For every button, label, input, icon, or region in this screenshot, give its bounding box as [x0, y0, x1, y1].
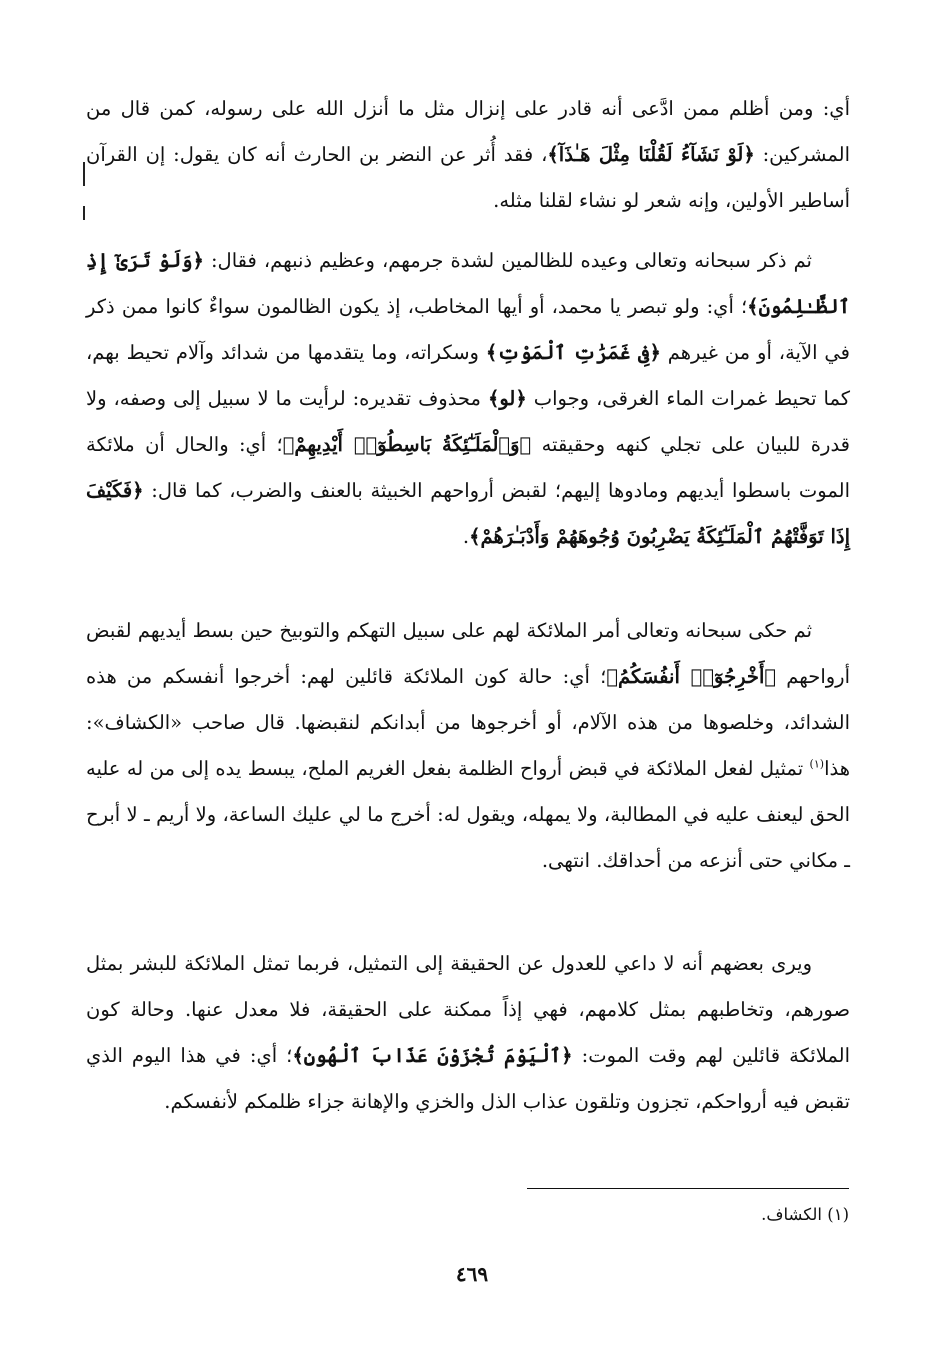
paragraph-3	[86, 608, 850, 884]
text-segment: ؛ أي: حالة كون الملائكة قائلين لهم: أخرجوا أنفسكم من هذه الشدائد، وخلصوها من هذه الآلام، أو أخرجوها من أبدانكم لنقبضها. قال صاحب «الكشاف»: هذا	[86, 665, 850, 780]
margin-mark	[83, 206, 85, 220]
footnote: (١) الكشاف.	[761, 1205, 849, 1224]
text-segment: .	[462, 525, 470, 548]
text-segment: ؛ أي: ولو تبصر يا محمد، أو أيها المخاطب، إذ يكون الظالمون سواءٌ كانوا ممن ذكر في الآية، أو من غيرهم	[86, 295, 850, 364]
quran-verse: ﴿وَٱلْمَلَـٰٓئِكَةُ بَاسِطُوٓا۟ أَيْدِيهِمْ﴾	[282, 433, 532, 456]
quran-verse: ﴿ٱلْيَوْمَ تُجْزَوْنَ عَذَابَ ٱلْهُونِ﴾	[292, 1044, 573, 1067]
quran-verse: ﴿وَلَوْ تَرَىٰٓ إِذِ ٱلظَّـٰلِمُونَ﴾	[86, 249, 850, 318]
footnote-reference[interactable]: (١)	[809, 757, 825, 771]
text-segment: محذوف تقديره: لرأيت ما لا سبيل إلى وصفه، ولا قدرة للبيان على تجلي كنهه وحقيقته	[86, 387, 850, 456]
text-segment: ويرى بعضهم أنه لا داعي للعدول عن الحقيقة إلى التمثيل، فربما تمثل الملائكة للبشر بمثل صورهم، وتخاطبهم بمثل كلامهم، فهي إذاً ممكنة على الحقيقة، فلا معدل عنها. وحالة كون الملائكة قائلين لهم وقت الموت:	[86, 952, 851, 1067]
paragraph-2	[86, 238, 850, 560]
text-segment: ثم حكى سبحانه وتعالى أمر الملائكة لهم على سبيل التهكم والتوبيخ حين بسط أيديهم لقبض أرواحهم	[86, 619, 850, 688]
text-segment: ؛ أي: في هذا اليوم الذي تقبض فيه أرواحكم، تجزون وتلقون عذاب الذل والخزي والإهانة جزاء ظلمكم لأنفسكم.	[86, 1044, 850, 1113]
margin-mark	[83, 162, 85, 186]
paragraph-4	[86, 941, 850, 1125]
quran-verse: ﴿فِى غَمَرَٰتِ ٱلْمَوْتِ﴾	[485, 341, 661, 364]
text-segment: ؛ أي: والحال أن ملائكة الموت باسطوا أيديهم ومادوها إليهم؛ لقبض أرواحهم الخبيثة بالعنف والضرب، كما قال:	[86, 433, 850, 502]
text-segment: وسكراته، وما يتقدمها من شدائد وآلام تحيط بهم، كما تحيط غمرات الماء الغرقى، وجواب	[86, 341, 850, 410]
text-segment: ثم ذكر سبحانه وتعالى وعيده للظالمين لشدة جرمهم، وعظيم ذنبهم، فقال:	[203, 249, 812, 272]
text-segment: أي: ومن أظلم ممن ادَّعى أنه قادر على إنزال مثل ما أنزل الله على رسوله، كمن قال من المشركين:	[86, 97, 850, 166]
quran-verse: ﴿فَكَيْفَ إِذَا تَوَفَّتْهُمُ ٱلْمَلَـٰٓئِكَةُ يَضْرِبُونَ وُجُوهَهُمْ وَأَدْبَـٰرَهُمْ﴾	[86, 479, 850, 548]
text-segment: تمثيل لفعل الملائكة في قبض أرواح الظلمة بفعل الغريم الملح، يبسط يده إلى من له عليه الحق ليعنف عليه في المطالبة، ولا يمهله، ويقول له: أخرج ما لي عليك الساعة، ولا أريم ـ لا أبرح ـ مكاني حتى أنزعه من أحداقك. انتهى.	[86, 757, 850, 872]
page-number: ٤٦٩	[455, 1262, 489, 1286]
paragraph-1	[86, 86, 850, 224]
quran-verse: ﴿لَوْ نَشَآءُ لَقُلْنَا مِثْلَ هَـٰذَآ﴾	[547, 143, 755, 166]
quran-verse: ﴿أَخْرِجُوٓا۟ أَنفُسَكُمُ﴾	[606, 665, 777, 688]
text-segment: ، فقد أُثر عن النضر بن الحارث أنه كان يقول: إن القرآن أساطير الأولين، وإنه شعر لو نشاء لقلنا مثله.	[86, 143, 850, 212]
footnote-divider	[527, 1188, 849, 1189]
quran-word: ﴿لو﴾	[487, 387, 527, 410]
